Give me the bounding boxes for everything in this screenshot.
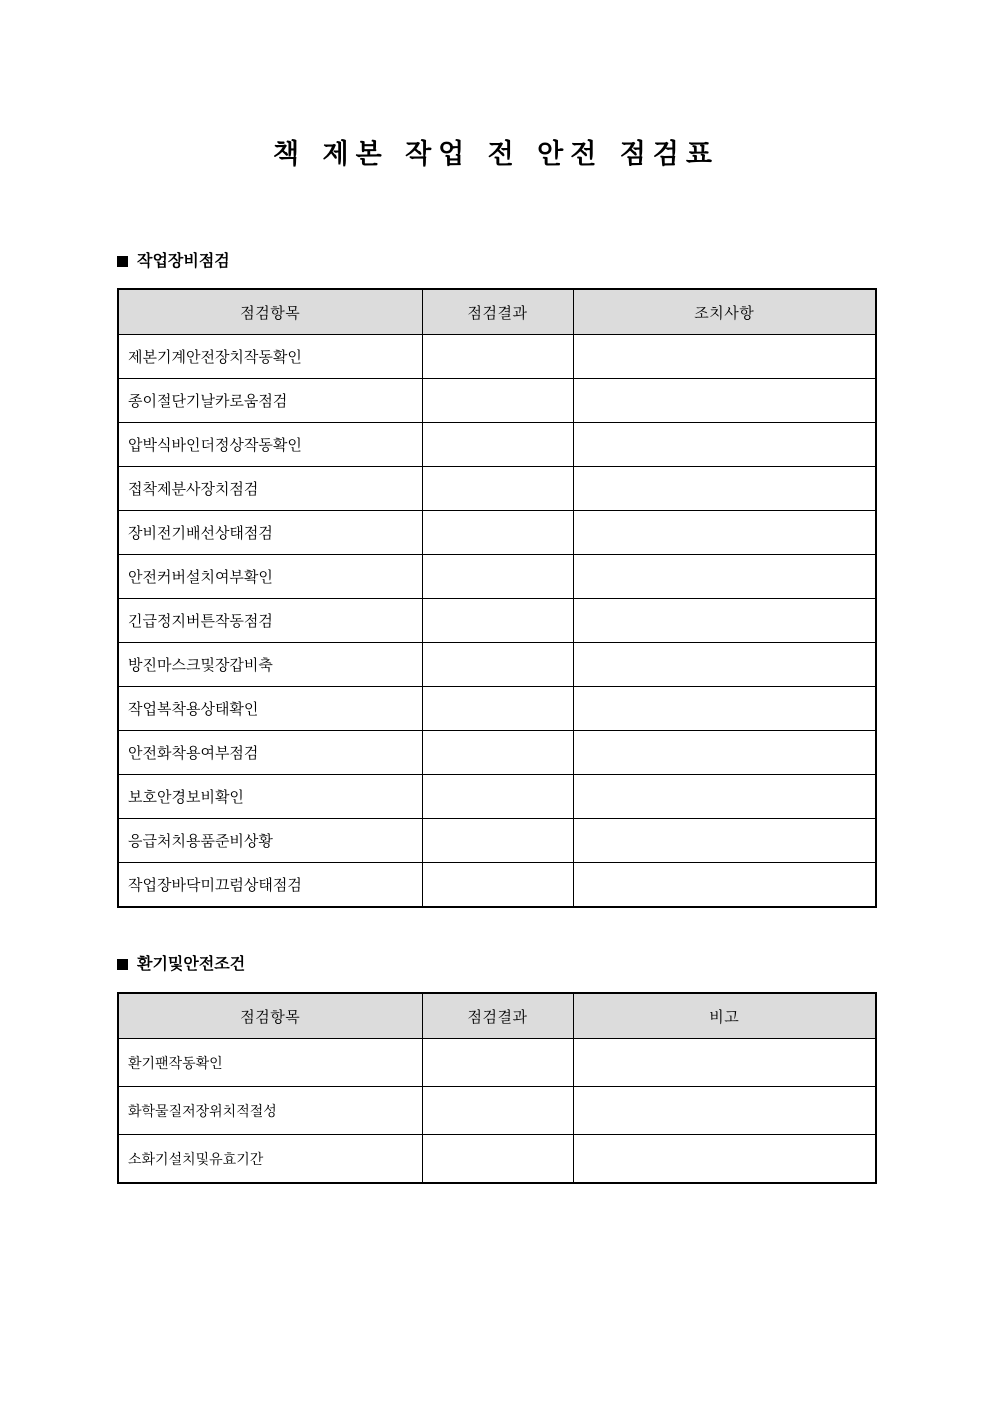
inspection-result-field[interactable] [422,599,573,643]
inspection-action-field[interactable] [573,819,876,863]
table-row [118,1039,876,1087]
inspection-action-field[interactable] [573,643,876,687]
equipment-inspection-table [117,288,877,908]
inspection-action-field[interactable] [573,335,876,379]
inspection-result-field[interactable] [422,819,573,863]
inspection-result-field[interactable] [422,775,573,819]
column-header-item: 점검항목 [118,289,422,335]
inspection-result-field[interactable] [422,335,573,379]
table-row [118,819,876,863]
inspection-action-field[interactable] [573,687,876,731]
ventilation-inspection-table [117,992,877,1184]
filled-square-bullet-icon [117,256,128,267]
inspection-item-label: 화학물질저장위치적절성 [118,1087,422,1135]
table-header-row [118,993,876,1039]
inspection-item-label: 안전화착용여부점검 [118,731,422,775]
inspection-item-label: 장비전기배선상태점검 [118,511,422,555]
inspection-result-field[interactable] [422,511,573,555]
inspection-item-label: 안전커버설치여부확인 [118,555,422,599]
inspection-item-label: 보호안경보비확인 [118,775,422,819]
table-row [118,1135,876,1184]
table-header-row [118,289,876,335]
inspection-result-field[interactable] [422,863,573,908]
inspection-action-field[interactable] [573,423,876,467]
inspection-action-field[interactable] [573,467,876,511]
inspection-result-field[interactable] [422,379,573,423]
table-row [118,863,876,908]
inspection-result-field[interactable] [422,467,573,511]
column-header-note: 비고 [573,993,876,1039]
inspection-note-field[interactable] [573,1135,876,1184]
column-header-item: 점검항목 [118,993,422,1039]
section-heading-ventilation [117,953,245,975]
inspection-item-label: 제본기계안전장치작동확인 [118,335,422,379]
column-header-action: 조치사항 [573,289,876,335]
inspection-item-label: 소화기설치및유효기간 [118,1135,422,1184]
inspection-result-field[interactable] [422,643,573,687]
inspection-item-label: 작업복착용상태확인 [118,687,422,731]
inspection-note-field[interactable] [573,1087,876,1135]
inspection-result-field[interactable] [422,1087,573,1135]
table-row [118,423,876,467]
column-header-result: 점검결과 [422,289,573,335]
table-row [118,1087,876,1135]
inspection-item-label: 압박식바인더정상작동확인 [118,423,422,467]
table-row [118,775,876,819]
table-row [118,599,876,643]
inspection-item-label: 종이절단기날카로움점검 [118,379,422,423]
filled-square-bullet-icon [117,959,128,970]
page-title: 책 제본 작업 전 안전 점검표 [273,139,719,170]
inspection-result-field[interactable] [422,1039,573,1087]
table-row [118,687,876,731]
inspection-result-field[interactable] [422,687,573,731]
inspection-action-field[interactable] [573,731,876,775]
inspection-result-field[interactable] [422,555,573,599]
column-header-result: 점검결과 [422,993,573,1039]
inspection-item-label: 방진마스크및장갑비축 [118,643,422,687]
inspection-result-field[interactable] [422,423,573,467]
section-heading-equipment [117,250,230,272]
table-row [118,379,876,423]
table-row [118,467,876,511]
table-row [118,511,876,555]
inspection-item-label: 작업장바닥미끄럼상태점검 [118,863,422,908]
section-heading-label: 환기및안전조건 [137,954,246,973]
inspection-action-field[interactable] [573,599,876,643]
inspection-result-field[interactable] [422,1135,573,1184]
table-row [118,643,876,687]
inspection-action-field[interactable] [573,511,876,555]
section-heading-label: 작업장비점검 [137,251,230,270]
inspection-item-label: 응급처치용품준비상황 [118,819,422,863]
inspection-note-field[interactable] [573,1039,876,1087]
inspection-item-label: 접착제분사장치점검 [118,467,422,511]
inspection-action-field[interactable] [573,863,876,908]
inspection-result-field[interactable] [422,731,573,775]
inspection-action-field[interactable] [573,775,876,819]
table-row [118,731,876,775]
table-row [118,555,876,599]
inspection-action-field[interactable] [573,555,876,599]
inspection-item-label: 긴급정지버튼작동점검 [118,599,422,643]
inspection-action-field[interactable] [573,379,876,423]
inspection-item-label: 환기팬작동확인 [118,1039,422,1087]
table-row [118,335,876,379]
